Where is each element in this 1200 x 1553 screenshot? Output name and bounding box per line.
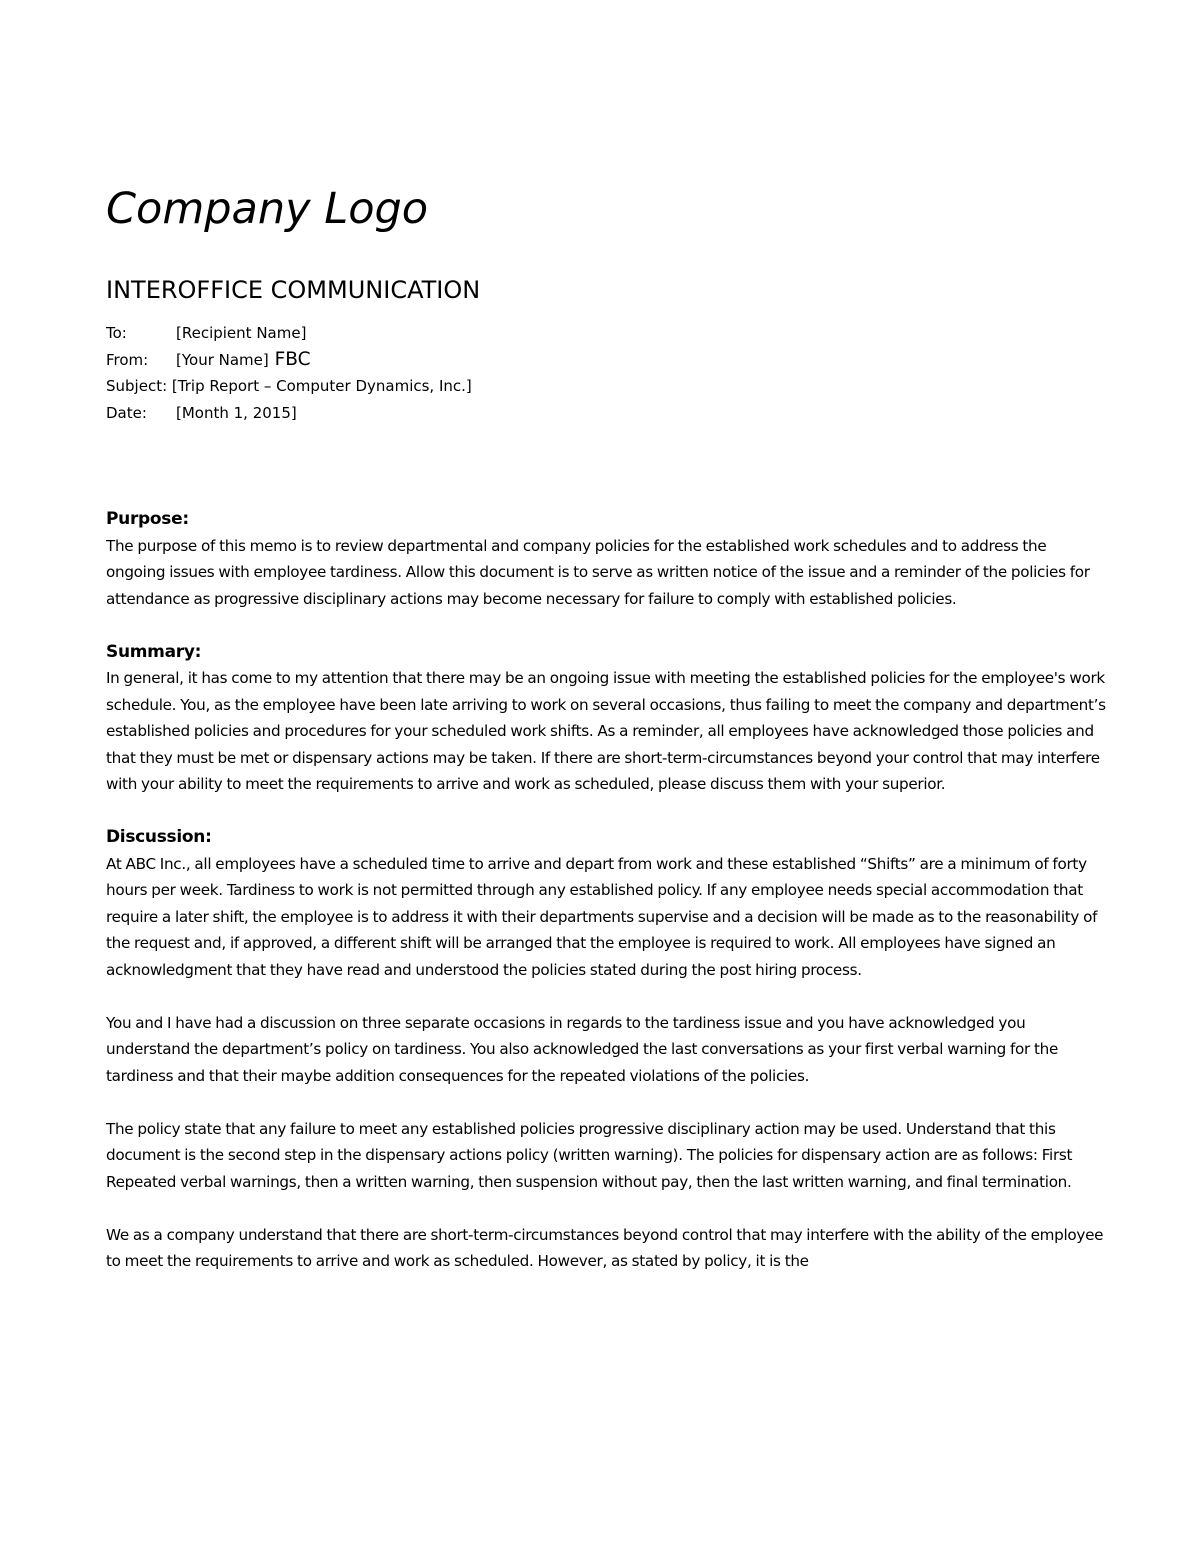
from-label: From:	[106, 350, 149, 369]
discussion-paragraph-2: You and I have had a discussion on three separate occasions in regards to the tardiness issue and you have acknowledged you understand the department’s policy on tardiness. You also acknowledged the last conversations as your first verbal warning for the tardiness and that their maybe addition consequences for the repeated violations of the policies.	[106, 1013, 1059, 1085]
from-value: [Your Name]	[176, 350, 269, 369]
subject-label: Subject:	[106, 377, 168, 395]
discussion-heading: Discussion:	[106, 827, 212, 847]
from-suffix: FBC	[268, 348, 311, 370]
to-field	[106, 320, 472, 347]
document-title: INTEROFFICE COMMUNICATION	[106, 276, 481, 304]
date-label: Date:	[106, 403, 147, 422]
discussion-paragraph-1: At ABC Inc., all employees have a scheduled time to arrive and depart from work and these established “Shifts” are a minimum of forty hours per week. Tardiness to work is not permitted through any established policy. If any employee needs special accommodation that require a later shift, the employee is to address it with their departments supervise and a decision will be made as to the reasonability of the request and, if approved, a different shift will be arranged that the employee is required to work. All employees have signed an acknowledgment that they have read and understood the policies stated during the post hiring process.	[106, 854, 1098, 979]
subject-field	[106, 373, 472, 400]
date-field	[106, 400, 472, 427]
purpose-paragraph: The purpose of this memo is to review departmental and company policies for the established work schedules and to address the ongoing issues with employee tardiness. Allow this document is to serve as written notice of the issue and a reminder of the policies for attendance as progressive disciplinary actions may become necessary for failure to comply with established policies.	[106, 536, 1090, 608]
summary-paragraph: In general, it has come to my attention that there may be an ongoing issue with meeting the established policies for the employee's work schedule. You, as the employee have been late arriving to work on several occasions, thus failing to meet the company and department’s established policies and procedures for your scheduled work shifts. As a reminder, all employees have acknowledged those policies and that they must be met or dispensary actions may be taken. If there are short-term-circumstances beyond your control that may interfere with your ability to meet the requirements to arrive and work as scheduled, please discuss them with your superior.	[106, 669, 1106, 793]
from-field	[106, 347, 472, 374]
subject-value: [Trip Report – Computer Dynamics, Inc.]	[171, 377, 472, 395]
to-value: [Recipient Name]	[176, 324, 307, 342]
from-value-wrapper	[176, 348, 311, 370]
purpose-heading: Purpose:	[106, 509, 189, 529]
memo-header-fields	[106, 320, 472, 426]
summary-heading: Summary:	[106, 641, 202, 662]
discussion-paragraph-3: The policy state that any failure to meet any established policies progressive disciplinary action may be used. Understand that this document is the second step in the dispensary actions policy (written warning). The policies for dispensary action are as follows: First Repeated verbal warnings, then a written warning, then suspension without pay, then the last written warning, and final termination.	[106, 1119, 1073, 1191]
discussion-paragraph-4: We as a company understand that there are short-term-circumstances beyond control that may interfere with the ability of the employee to meet the requirements to arrive and work as scheduled. However, as stated by policy, it is the	[106, 1225, 1104, 1270]
to-label: To:	[106, 324, 127, 342]
memo-body	[106, 506, 1106, 1275]
date-value: [Month 1, 2015]	[176, 403, 297, 422]
company-logo: Company Logo	[106, 184, 429, 234]
